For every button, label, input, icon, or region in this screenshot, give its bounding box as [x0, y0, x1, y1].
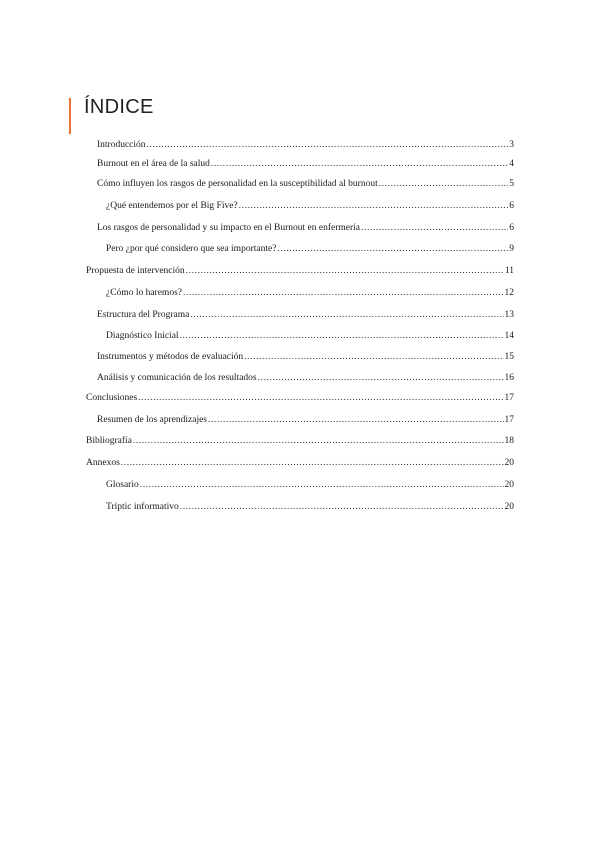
- toc-page-number: 11: [504, 266, 514, 276]
- toc-dot-leader: [186, 265, 504, 277]
- toc-page-number: 9: [509, 244, 514, 254]
- toc-dot-leader: [133, 435, 504, 447]
- toc-entry-title: Cómo influyen los rasgos de personalidad en la susceptibilidad al burnout: [97, 179, 378, 189]
- toc-page-number: 5: [509, 179, 514, 189]
- toc-entry-title: Resumen de los aprendizajes: [97, 415, 208, 425]
- toc-entry-title: Glosario: [106, 480, 139, 490]
- toc-entry-title: Propuesta de intervención: [86, 266, 185, 276]
- toc-page-number: 4: [509, 159, 514, 169]
- toc-entry[interactable]: [97, 414, 514, 426]
- toc-entry[interactable]: [106, 287, 514, 299]
- toc-dot-leader: [138, 392, 503, 404]
- toc-dot-leader: [183, 287, 504, 299]
- toc-dot-leader: [211, 158, 508, 170]
- toc-entry-title: Burnout en el área de la salud: [97, 159, 210, 169]
- toc-entry[interactable]: [106, 501, 514, 513]
- toc-dot-leader: [239, 200, 509, 212]
- toc-title: ÍNDICE: [84, 96, 154, 118]
- toc-entry[interactable]: [97, 222, 514, 234]
- toc-entry-title: Tríptic informativo: [106, 502, 179, 512]
- toc-dot-leader: [244, 351, 503, 363]
- toc-dot-leader: [379, 178, 509, 190]
- toc-page-number: 13: [504, 310, 514, 320]
- toc-entry-title: ¿Qué entendemos por el Big Five?: [106, 201, 238, 211]
- toc-entry-title: Los rasgos de personalidad y su impacto en el Burnout en enfermería: [97, 223, 361, 233]
- toc-dot-leader: [121, 457, 504, 469]
- toc-page-number: 18: [504, 436, 514, 446]
- toc-page-number: 20: [504, 458, 514, 468]
- toc-page-number: 16: [504, 373, 514, 383]
- toc-entry-title: Estructura del Programa: [97, 310, 190, 320]
- toc-entry[interactable]: [97, 139, 514, 151]
- toc-dot-leader: [140, 479, 504, 491]
- toc-entry[interactable]: [97, 178, 514, 190]
- toc-entry[interactable]: [97, 309, 514, 321]
- toc-entry[interactable]: [106, 479, 514, 491]
- toc-dot-leader: [208, 414, 503, 426]
- toc-entry[interactable]: [97, 372, 514, 384]
- toc-page-number: 12: [504, 288, 514, 298]
- toc-page-number: 14: [504, 331, 514, 341]
- toc-entry[interactable]: [86, 265, 514, 277]
- toc-entry-title: Bibliografía: [86, 436, 132, 446]
- toc-page-number: 6: [509, 201, 514, 211]
- toc-entry-title: Annexos: [86, 458, 120, 468]
- toc-dot-leader: [361, 222, 508, 234]
- toc-page-number: 3: [509, 140, 514, 150]
- toc-page-number: 15: [504, 352, 514, 362]
- toc-entry-title: Pero ¿por qué considero que sea importante?: [106, 244, 277, 254]
- toc-entry-title: Instrumentos y métodos de evaluación: [97, 352, 244, 362]
- toc-dot-leader: [147, 139, 509, 151]
- toc-entry-title: Diagnóstico Inicial: [106, 331, 179, 341]
- toc-entry-title: Introducción: [97, 140, 146, 150]
- toc-entry[interactable]: [106, 330, 514, 342]
- toc-dot-leader: [180, 501, 504, 513]
- toc-entry[interactable]: [86, 435, 514, 447]
- toc-entry[interactable]: [86, 392, 514, 404]
- toc-dot-leader: [190, 309, 503, 321]
- toc-page-number: 6: [509, 223, 514, 233]
- toc-page-number: 17: [504, 393, 514, 403]
- toc-entry[interactable]: [106, 200, 514, 212]
- toc-dot-leader: [180, 330, 504, 342]
- toc-page-number: 17: [504, 415, 514, 425]
- toc-entry-title: Conclusiones: [86, 393, 138, 403]
- toc-entry[interactable]: [86, 457, 514, 469]
- toc-page-number: 20: [504, 480, 514, 490]
- toc-entry[interactable]: [97, 351, 514, 363]
- toc-entry-title: ¿Cómo lo haremos?: [106, 288, 182, 298]
- toc-dot-leader: [258, 372, 504, 384]
- toc-entry[interactable]: [97, 158, 514, 170]
- toc-entry-title: Análisis y comunicación de los resultados: [97, 373, 257, 383]
- toc-entry[interactable]: [106, 243, 514, 255]
- toc-dot-leader: [277, 243, 508, 255]
- toc-page-number: 20: [504, 502, 514, 512]
